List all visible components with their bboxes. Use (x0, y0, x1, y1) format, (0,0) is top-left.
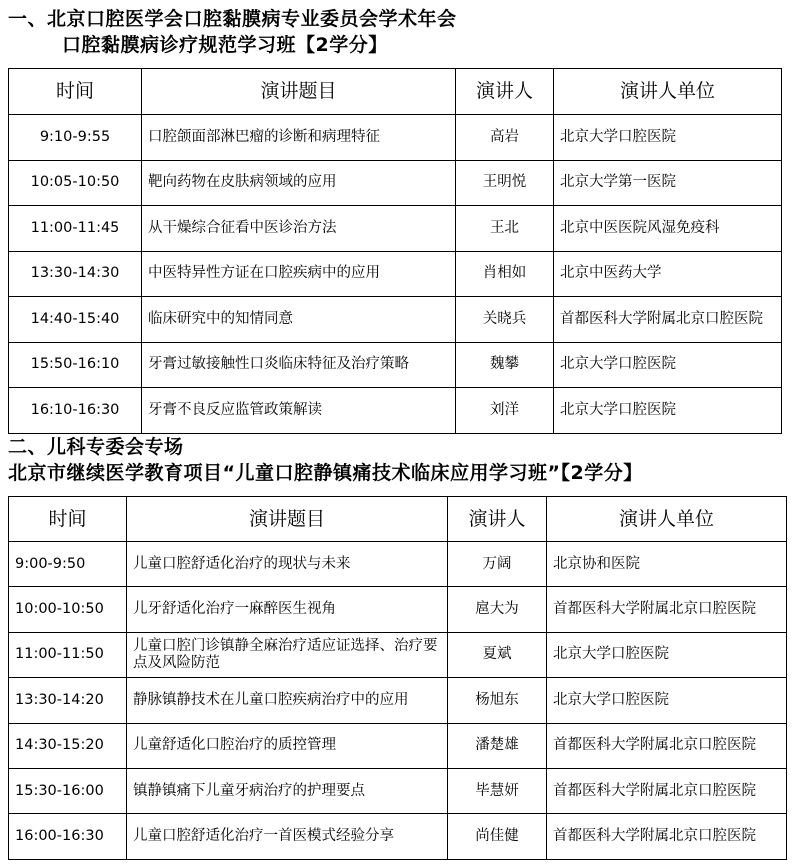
table-row (9, 542, 787, 587)
row-time: 10:05-10:50 (9, 160, 142, 206)
row-time: 11:00-11:45 (9, 206, 142, 252)
row-speaker: 刘洋 (456, 388, 554, 434)
column-header-speaker: 演讲人 (456, 69, 554, 115)
section2-heading-line2: 北京市继续医学教育项目“儿童口腔静镇痛技术临床应用学习班”【2学分】 (8, 462, 643, 484)
row-topic: 静脉镇静技术在儿童口腔疾病治疗中的应用 (127, 678, 448, 723)
row-topic: 靶向药物在皮肤病领域的应用 (142, 160, 456, 206)
row-time: 9:10-9:55 (9, 115, 142, 161)
row-unit: 北京大学第一医院 (554, 160, 782, 206)
table-row (9, 723, 787, 768)
column-header-time: 时间 (9, 497, 127, 542)
row-unit: 首都医科大学附属北京口腔医院 (554, 297, 782, 343)
section2-heading-line1: 二、儿科专委会专场 (8, 436, 184, 458)
row-time: 11:00-11:50 (9, 632, 127, 677)
row-unit: 首都医科大学附属北京口腔医院 (547, 587, 787, 632)
table-row (9, 206, 782, 252)
column-header-topic: 演讲题目 (142, 69, 456, 115)
row-speaker: 杨旭东 (448, 678, 547, 723)
row-topic: 儿童舒适化口腔治疗的质控管理 (127, 723, 448, 768)
row-unit: 北京大学口腔医院 (554, 388, 782, 434)
row-unit: 首都医科大学附属北京口腔医院 (547, 768, 787, 813)
row-unit: 北京协和医院 (547, 542, 787, 587)
row-speaker: 关晓兵 (456, 297, 554, 343)
row-speaker: 王北 (456, 206, 554, 252)
table-row (9, 297, 782, 343)
row-topic: 儿童口腔舒适化治疗的现状与未来 (127, 542, 448, 587)
section2-schedule-table (8, 496, 787, 860)
table-row (9, 388, 782, 434)
row-time: 13:30-14:20 (9, 678, 127, 723)
row-unit: 首都医科大学附属北京口腔医院 (547, 723, 787, 768)
column-header-speaker: 演讲人 (448, 497, 547, 542)
row-unit: 北京中医药大学 (554, 251, 782, 297)
row-unit: 北京大学口腔医院 (547, 678, 787, 723)
row-time: 15:50-16:10 (9, 342, 142, 388)
row-time: 15:30-16:00 (9, 768, 127, 813)
row-speaker: 万阔 (448, 542, 547, 587)
table-row (9, 768, 787, 813)
row-time: 14:40-15:40 (9, 297, 142, 343)
section1-heading-line1: 一、北京口腔医学会口腔黏膜病专业委员会学术年会 (8, 8, 457, 30)
row-speaker: 魏攀 (456, 342, 554, 388)
column-header-unit: 演讲人单位 (554, 69, 782, 115)
row-unit: 北京大学口腔医院 (554, 342, 782, 388)
section1-heading (8, 6, 457, 58)
row-topic: 中医特异性方证在口腔疾病中的应用 (142, 251, 456, 297)
row-topic: 临床研究中的知情同意 (142, 297, 456, 343)
table-row (9, 814, 787, 859)
table-row (9, 587, 787, 632)
row-unit: 北京中医医院风湿免疫科 (554, 206, 782, 252)
row-topic: 儿童口腔门诊镇静全麻治疗适应证选择、治疗要点及风险防范 (127, 632, 448, 677)
column-header-time: 时间 (9, 69, 142, 115)
row-topic: 儿童口腔舒适化治疗一首医模式经验分享 (127, 814, 448, 859)
table-row (9, 342, 782, 388)
table-row (9, 160, 782, 206)
row-topic: 镇静镇痛下儿童牙病治疗的护理要点 (127, 768, 448, 813)
row-time: 16:00-16:30 (9, 814, 127, 859)
row-topic: 牙膏不良反应监管政策解读 (142, 388, 456, 434)
row-time: 13:30-14:30 (9, 251, 142, 297)
table-row (9, 632, 787, 677)
table-row (9, 678, 787, 723)
row-time: 9:00-9:50 (9, 542, 127, 587)
row-speaker: 扈大为 (448, 587, 547, 632)
row-speaker: 王明悦 (456, 160, 554, 206)
row-speaker: 潘楚雄 (448, 723, 547, 768)
column-header-topic: 演讲题目 (127, 497, 448, 542)
row-topic: 儿牙舒适化治疗一麻醉医生视角 (127, 587, 448, 632)
section2-heading (8, 434, 643, 486)
section1-heading-line2: 口腔黏膜病诊疗规范学习班【2学分】 (62, 34, 388, 56)
row-speaker: 肖相如 (456, 251, 554, 297)
table-row (9, 251, 782, 297)
row-topic: 牙膏过敏接触性口炎临床特征及治疗策略 (142, 342, 456, 388)
row-speaker: 夏斌 (448, 632, 547, 677)
row-speaker: 高岩 (456, 115, 554, 161)
table-header-row (9, 69, 782, 115)
row-unit: 北京大学口腔医院 (547, 632, 787, 677)
row-unit: 北京大学口腔医院 (554, 115, 782, 161)
row-speaker: 尚佳健 (448, 814, 547, 859)
row-time: 10:00-10:50 (9, 587, 127, 632)
section1-schedule-table (8, 68, 782, 434)
row-time: 14:30-15:20 (9, 723, 127, 768)
table-header-row (9, 497, 787, 542)
row-time: 16:10-16:30 (9, 388, 142, 434)
row-topic: 口腔颌面部淋巴瘤的诊断和病理特征 (142, 115, 456, 161)
row-unit: 首都医科大学附属北京口腔医院 (547, 814, 787, 859)
row-speaker: 毕慧妍 (448, 768, 547, 813)
column-header-unit: 演讲人单位 (547, 497, 787, 542)
table-row (9, 115, 782, 161)
row-topic: 从干燥综合征看中医诊治方法 (142, 206, 456, 252)
